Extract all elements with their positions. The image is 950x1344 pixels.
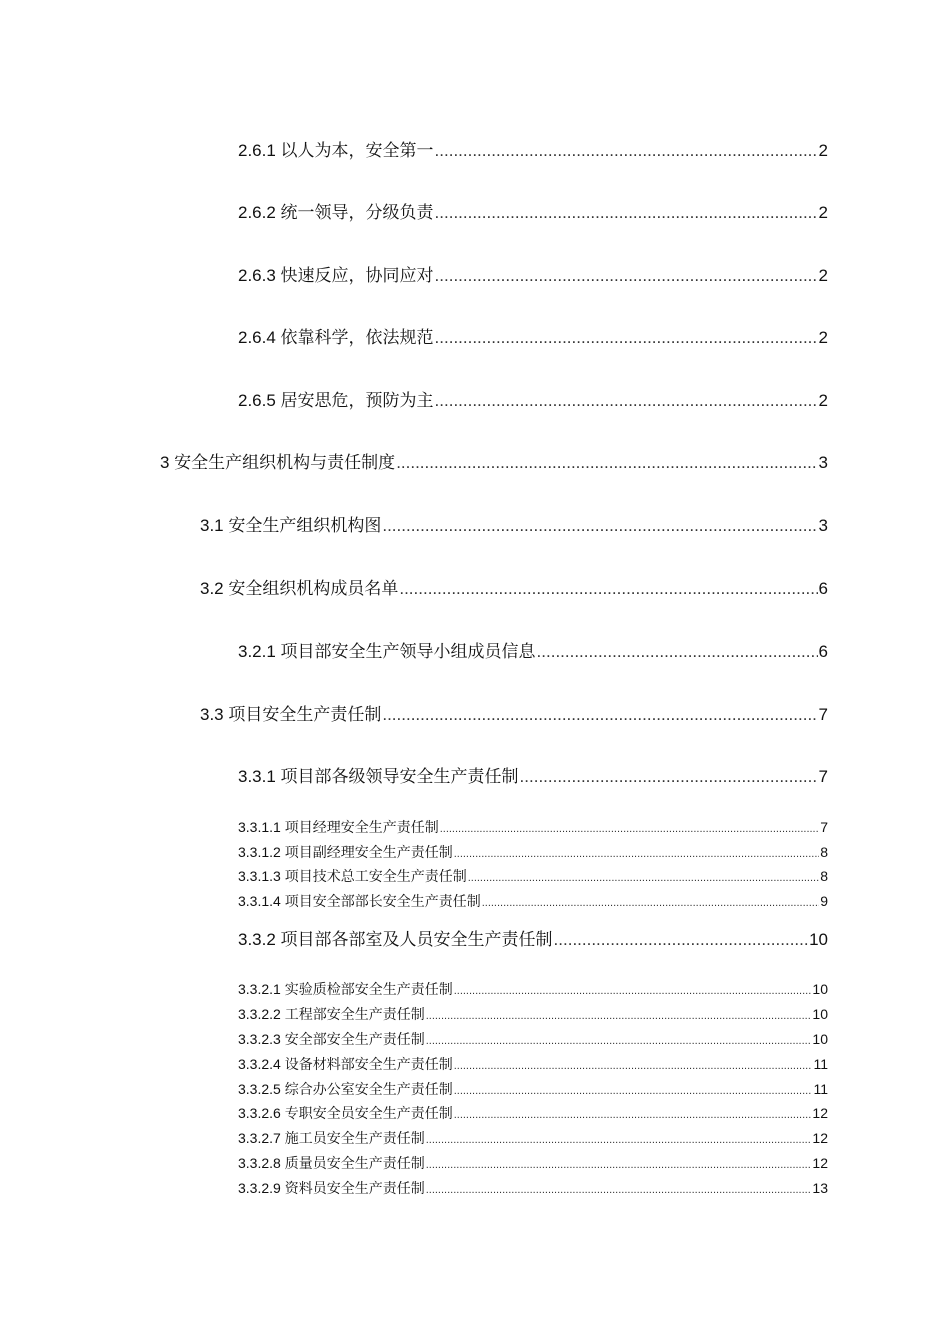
toc-entry-label: 3.3.2.9 资料员安全生产责任制 <box>238 1180 425 1196</box>
toc-entry-label: 3.3.2.7 施工员安全生产责任制 <box>238 1130 425 1146</box>
dot-leader <box>426 1032 812 1050</box>
dot-leader <box>396 452 817 474</box>
toc-entry-page: 10 <box>809 930 828 949</box>
toc-entry-label: 3.2.1 项目部安全生产领导小组成员信息 <box>238 642 536 661</box>
toc-entry-label: 2.6.4 依靠科学，依法规范 <box>238 328 434 347</box>
toc-entry-label: 3.3.1.4 项目安全部部长安全生产责任制 <box>238 893 481 909</box>
toc-entry-label: 3.3.2.6 专职安全员安全生产责任制 <box>238 1105 453 1121</box>
toc-entry-label: 3 安全生产组织机构与责任制度 <box>160 453 396 472</box>
dot-leader <box>520 766 818 788</box>
toc-entry-page: 8 <box>820 868 828 884</box>
toc-entry-page: 10 <box>812 981 828 997</box>
dot-leader <box>454 845 820 863</box>
toc-entry[interactable] <box>238 892 828 910</box>
toc-entry-label: 3.3.1 项目部各级领导安全生产责任制 <box>238 767 519 786</box>
toc-entry-page: 7 <box>820 819 828 835</box>
toc-entry-page: 3 <box>818 453 828 472</box>
toc-entry-label: 3.3.2.8 质量员安全生产责任制 <box>238 1155 425 1171</box>
dot-leader <box>426 1156 812 1174</box>
toc-entry-label: 3.3.1.2 项目副经理安全生产责任制 <box>238 844 453 860</box>
toc-entry[interactable] <box>238 140 828 162</box>
toc-entry-page: 6 <box>818 642 828 661</box>
toc-entry[interactable] <box>160 452 828 474</box>
toc-entry-page: 11 <box>813 1056 828 1072</box>
toc-entry[interactable] <box>238 1080 828 1098</box>
dot-leader <box>454 1106 812 1124</box>
toc-entry-page: 7 <box>818 767 828 786</box>
dot-leader <box>482 894 820 912</box>
toc-entry-label: 3.3.2.4 设备材料部安全生产责任制 <box>238 1056 453 1072</box>
toc-entry-label: 3.3.1.3 项目技术总工安全生产责任制 <box>238 868 467 884</box>
toc-entry[interactable] <box>238 265 828 287</box>
toc-entry-page: 2 <box>818 391 828 410</box>
dot-leader <box>537 641 818 663</box>
dot-leader <box>426 1181 812 1199</box>
toc-entry-label: 3.1 安全生产组织机构图 <box>200 516 382 535</box>
toc-entry[interactable] <box>238 1055 828 1073</box>
toc-entry[interactable] <box>238 929 828 951</box>
toc-entry[interactable] <box>238 1179 828 1197</box>
dot-leader <box>426 1007 812 1025</box>
toc-entry-label: 3.3.1.1 项目经理安全生产责任制 <box>238 819 439 835</box>
toc-entry-label: 3.3 项目安全生产责任制 <box>200 705 382 724</box>
toc-entry[interactable] <box>238 641 828 663</box>
toc-entry-page: 10 <box>812 1006 828 1022</box>
toc-entry[interactable] <box>238 390 828 412</box>
dot-leader <box>399 578 817 600</box>
toc-entry-page: 2 <box>818 266 828 285</box>
toc-entry-page: 10 <box>812 1031 828 1047</box>
dot-leader <box>440 820 820 838</box>
toc-entry-page: 2 <box>818 141 828 160</box>
toc-entry-label: 2.6.1 以人为本，安全第一 <box>238 141 434 160</box>
toc-entry-page: 13 <box>812 1180 828 1196</box>
toc-entry[interactable] <box>238 327 828 349</box>
dot-leader <box>382 704 817 726</box>
toc-entry-page: 12 <box>812 1130 828 1146</box>
dot-leader <box>382 515 817 537</box>
toc-entry-page: 9 <box>820 893 828 909</box>
toc-entry-label: 3.3.2 项目部各部室及人员安全生产责任制 <box>238 930 553 949</box>
toc-entry-page: 6 <box>818 579 828 598</box>
toc-entry-page: 2 <box>818 328 828 347</box>
toc-entry[interactable] <box>238 1030 828 1048</box>
toc-entry-page: 11 <box>813 1081 828 1097</box>
dot-leader <box>435 390 818 412</box>
toc-entry[interactable] <box>238 980 828 998</box>
toc-entry-label: 2.6.5 居安思危，预防为主 <box>238 391 434 410</box>
toc-entry[interactable] <box>238 202 828 224</box>
dot-leader <box>554 929 809 951</box>
toc-entry[interactable] <box>238 1129 828 1147</box>
toc-entry-page: 12 <box>812 1105 828 1121</box>
toc-entry-page: 8 <box>820 844 828 860</box>
toc-entry[interactable] <box>238 1154 828 1172</box>
dot-leader <box>435 265 818 287</box>
toc-entry-label: 3.3.2.5 综合办公室安全生产责任制 <box>238 1081 453 1097</box>
toc-entry[interactable] <box>238 867 828 885</box>
dot-leader <box>468 869 820 887</box>
toc-entry-label: 3.3.2.2 工程部安全生产责任制 <box>238 1006 425 1022</box>
toc-entry-page: 12 <box>812 1155 828 1171</box>
toc-entry[interactable] <box>200 578 828 600</box>
toc-entry-page: 3 <box>818 516 828 535</box>
toc-entry[interactable] <box>238 1104 828 1122</box>
toc-entry[interactable] <box>200 515 828 537</box>
dot-leader <box>435 202 818 224</box>
toc-entry-page: 2 <box>818 203 828 222</box>
toc-entry[interactable] <box>238 1005 828 1023</box>
toc-entry-label: 2.6.2 统一领导，分级负责 <box>238 203 434 222</box>
toc-entry[interactable] <box>200 704 828 726</box>
dot-leader <box>454 1057 813 1075</box>
dot-leader <box>435 327 818 349</box>
toc-entry-label: 3.2 安全组织机构成员名单 <box>200 579 399 598</box>
toc-entry[interactable] <box>238 818 828 836</box>
dot-leader <box>426 1131 812 1149</box>
toc-entry[interactable] <box>238 843 828 861</box>
toc-entry-label: 2.6.3 快速反应，协同应对 <box>238 266 434 285</box>
dot-leader <box>435 140 818 162</box>
toc-entry[interactable] <box>238 766 828 788</box>
dot-leader <box>454 1082 813 1100</box>
dot-leader <box>454 982 812 1000</box>
toc-entry-label: 3.3.2.3 安全部安全生产责任制 <box>238 1031 425 1047</box>
toc-entry-label: 3.3.2.1 实验质检部安全生产责任制 <box>238 981 453 997</box>
toc-entry-page: 7 <box>818 705 828 724</box>
